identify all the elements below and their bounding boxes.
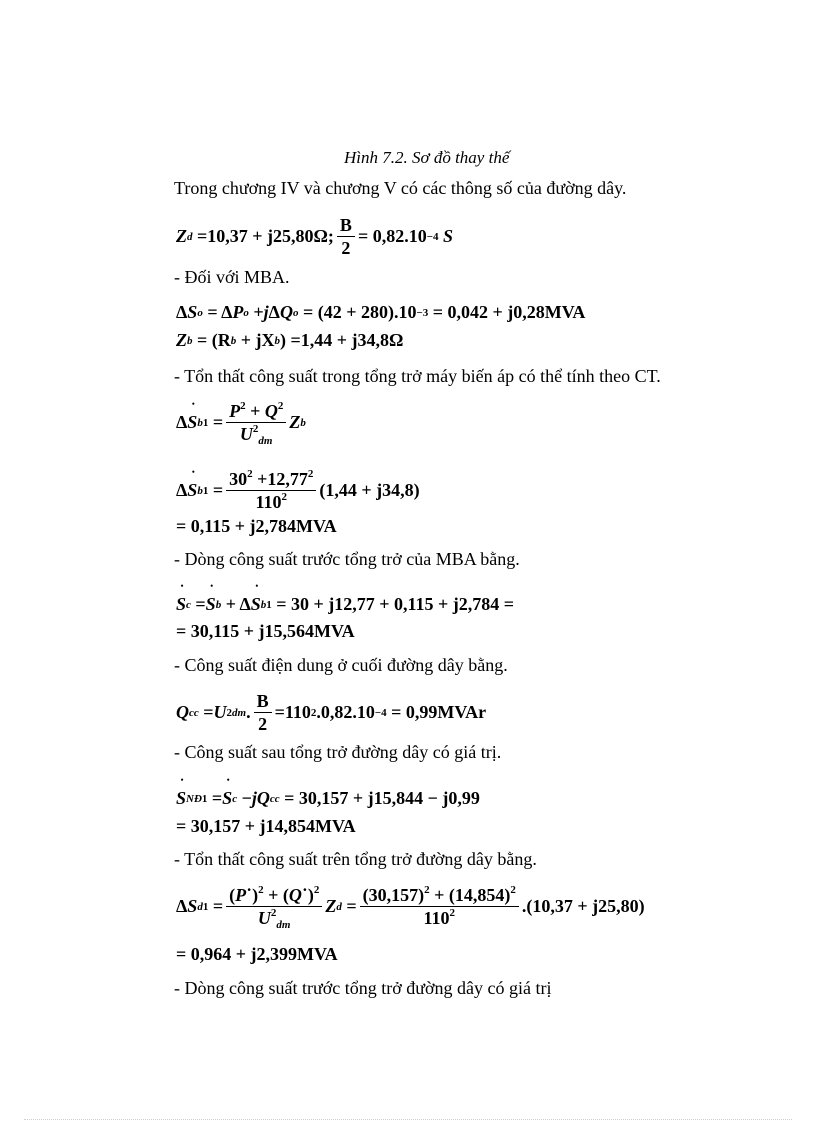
equation-text: = (R: [197, 330, 231, 350]
fraction: $\frac{B}{2}$: [337, 214, 355, 259]
fraction: $\frac{30^2 +12,77^2}{110^2}$: [226, 468, 316, 513]
page-border-line: [24, 1119, 792, 1120]
equation-text: = (42 + 280).10: [302, 302, 417, 322]
paragraph: - Dòng công suất trước tổng trở đường dây có giá trị: [174, 978, 552, 998]
equation-line-loss-value: Δ • S b1 = $\frac{30^2 +12,77^2}{110^2}$ (1,44 + j34,8): [176, 468, 420, 513]
paragraph: - Tổn thất công suất trên tổng trở đường dây bằng.: [174, 849, 537, 869]
equation-line-line-loss-result: = 0,964 + j2,399MVA: [176, 944, 338, 964]
equation-line-power-after: • S NĐ1 = • S c − j Q cc = 30,157 + j15,844 − j0,99: [176, 788, 480, 809]
equation-text: .0,82.10: [316, 702, 375, 722]
equation-text: = 0,82.10: [357, 226, 427, 246]
equation-line-no-load-loss: Δ S o = Δ P o + j Δ Q o = (42 + 280).10 −3 = 0,042 + j0,28MVA: [176, 302, 586, 322]
equation-text: .(10,37 + j25,80): [521, 896, 645, 916]
paragraph: Trong chương IV và chương V có các thông số của đường dây.: [174, 178, 627, 198]
equation-text: ) =1,44 + j34,8Ω: [280, 330, 404, 350]
paragraph: - Đối với MBA.: [174, 267, 290, 287]
equation-text: = 0,99MVAr: [391, 702, 487, 722]
fraction: $\frac{B}{2}$: [254, 690, 272, 735]
equation-line-transformer-impedance: Z b = (R b + jX b ) =1,44 + j34,8Ω: [176, 330, 404, 350]
fraction: $\frac{(P˙)^2 + (Q˙)^2}{U^2_{dm}}$: [226, 884, 322, 929]
equation-line-capacitive-power: Q cc = U 2 dm . $\frac{B}{2}$ =110 2 .0,82.10 −4 = 0,99MVAr: [176, 691, 487, 734]
equation-text: =10,37 + j25,80Ω;: [197, 226, 334, 246]
equation-line-impedance: Z d =10,37 + j25,80Ω; $\frac{B}{2}$ = 0,82.10 −4 S: [176, 215, 453, 258]
paragraph: - Tổn thất công suất trong tổng trở máy biến áp có thể tính theo CT.: [174, 366, 661, 386]
equation-text: = 30 + j12,77 + 0,115 + j2,784 =: [276, 594, 515, 614]
equation-text: + jX: [240, 330, 275, 350]
equation-text: =110: [274, 702, 311, 722]
equation-text: = 0,042 + j0,28MVA: [432, 302, 586, 322]
equation-line-power-before-result: = 30,115 + j15,564MVA: [176, 621, 355, 641]
equation-text: (30,157): [362, 885, 425, 905]
figure-caption: Hình 7.2. Sơ đồ thay thế: [344, 148, 510, 167]
paragraph: - Công suất điện dung ở cuối đường dây bằng.: [174, 655, 508, 675]
equation-text: (1,44 + j34,8): [319, 480, 420, 500]
equation-line-power-before: • S c = • S b + Δ • S b1 = 30 + j12,77 + 0,115 + j2,784 =: [176, 594, 514, 615]
paragraph: - Công suất sau tổng trở đường dây có giá trị.: [174, 742, 502, 762]
equation-text: = 30,157 + j15,844 − j0,99: [284, 788, 480, 808]
paragraph: - Dòng công suất trước tổng trở của MBA bằng.: [174, 549, 520, 569]
equation-line-power-after-result: = 30,157 + j14,854MVA: [176, 816, 356, 836]
fraction: $\frac{(30,157)^2 + (14,854)^2}{110^2}$: [360, 884, 519, 929]
equation-line-loss-formula: Δ • S b1 = $\frac{P^2 + Q^2}{U^2_{dm}}$ Z b: [176, 400, 306, 445]
equation-line-loss-result: = 0,115 + j2,784MVA: [176, 516, 337, 536]
equation-line-line-loss: Δ S d1 = $\frac{(P˙)^2 + (Q˙)^2}{U^2_{dm}}$ Z d = $\frac{(30,157)^2 + (14,854)^2}{110^2}$ .(10,37 + j25,80): [176, 884, 645, 931]
fraction: $\frac{P^2 + Q^2}{U^2_{dm}}$: [226, 400, 286, 445]
equation-text: + (14,854): [434, 885, 511, 905]
